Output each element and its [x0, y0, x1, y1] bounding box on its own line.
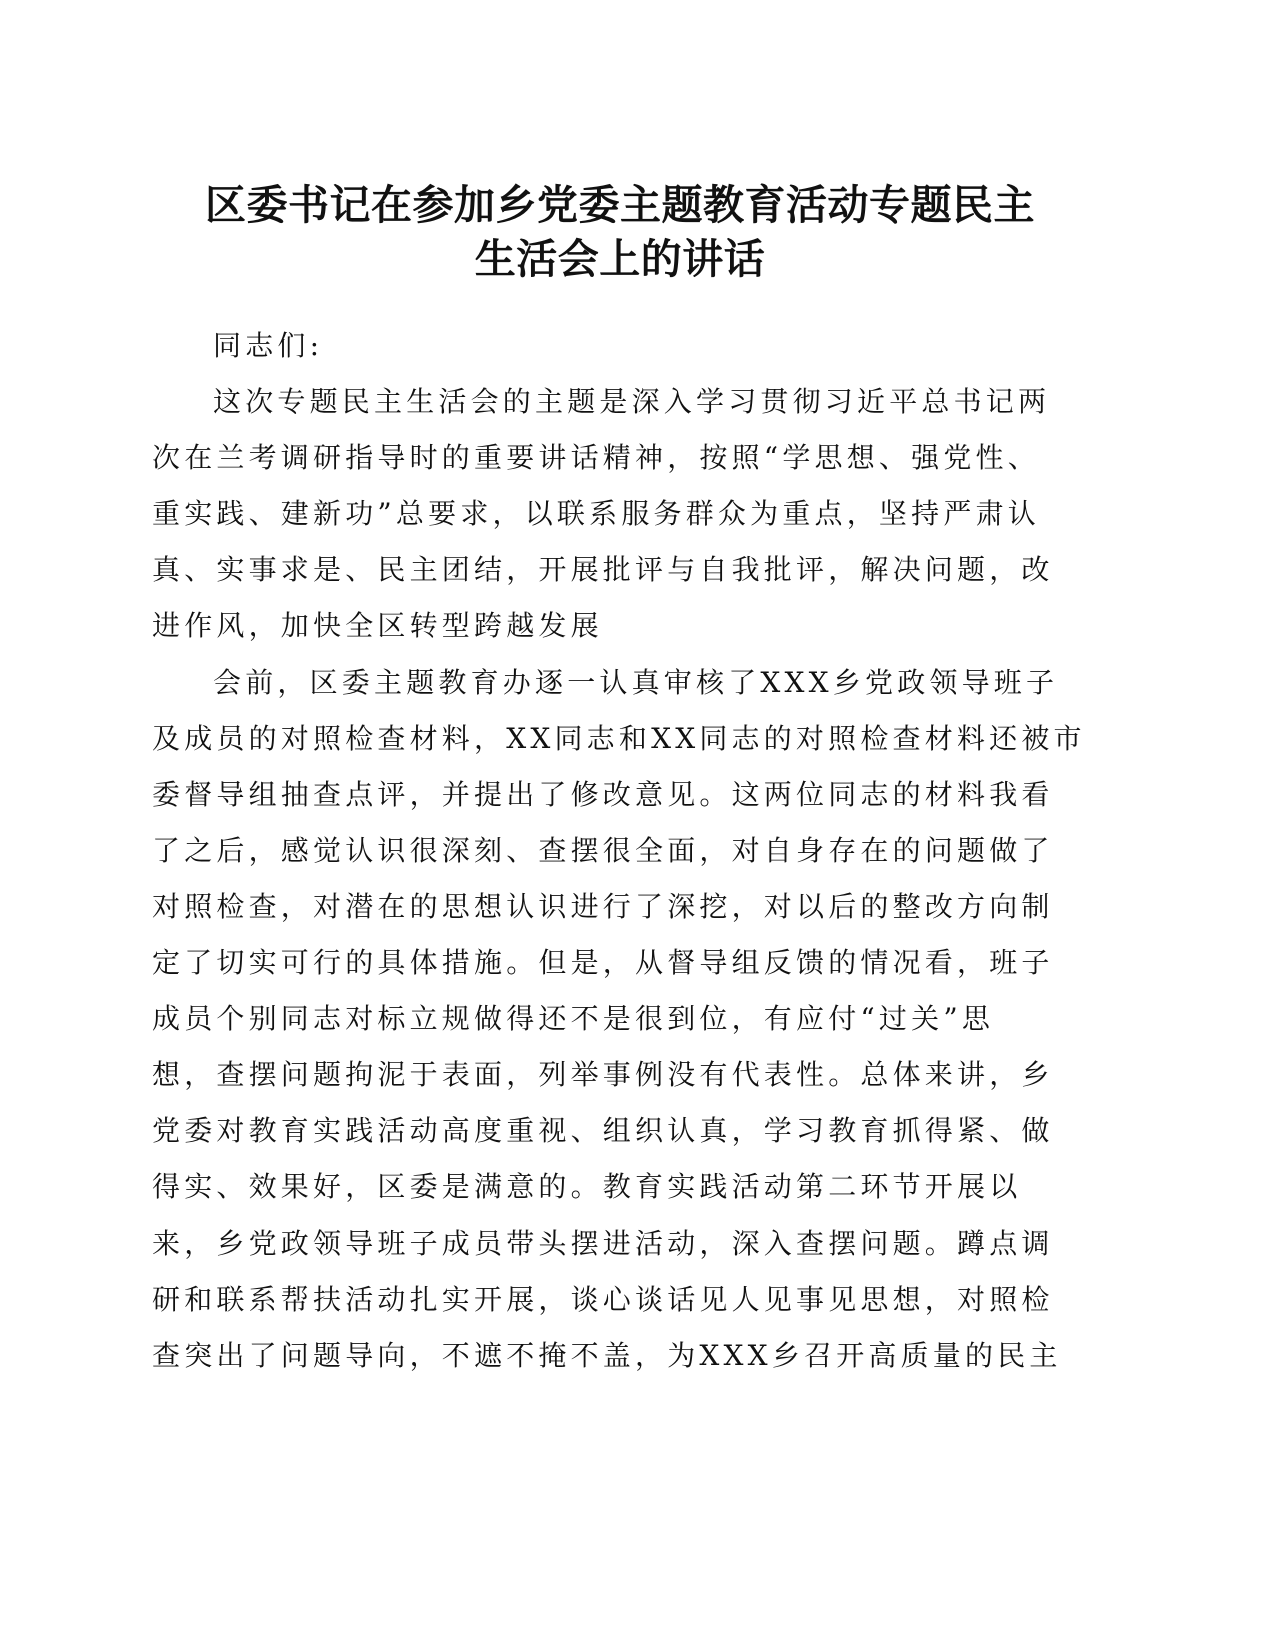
body-line: 定了切实可行的具体措施。但是，从督导组反馈的情况看，班子	[152, 946, 1054, 980]
body-line: 次在兰考调研指导时的重要讲话精神，按照“学思想、强党性、	[152, 441, 1040, 475]
title-line-2: 生活会上的讲话	[474, 235, 766, 283]
document-title	[150, 178, 1090, 286]
body-line: 查突出了问题导向，不遮不掩不盖，为XXX乡召开高质量的民主	[152, 1338, 1062, 1372]
document-body	[152, 318, 1102, 1384]
body-line: 得实、效果好，区委是满意的。教育实践活动第二环节开展以	[152, 1170, 1022, 1204]
body-line: 重实践、建新功”总要求，以联系服务群众为重点，坚持严肃认	[152, 497, 1040, 531]
body-line: 真、实事求是、民主团结，开展批评与自我批评，解决问题，改	[152, 553, 1054, 587]
body-line: 了之后，感觉认识很深刻、查摆很全面，对自身存在的问题做了	[152, 833, 1054, 867]
body-line: 来，乡党政领导班子成员带头摆进活动，深入查摆问题。蹲点调	[152, 1226, 1054, 1260]
salutation-line: 同志们:	[213, 329, 324, 362]
body-line: 会前，区委主题教育办逐一认真审核了XXX乡党政领导班子	[213, 665, 1059, 699]
body-line: 想，查摆问题拘泥于表面，列举事例没有代表性。总体来讲，乡	[152, 1058, 1054, 1092]
body-line: 及成员的对照检查材料，XX同志和XX同志的对照检查材料还被市	[152, 721, 1086, 755]
body-line: 进作风，加快全区转型跨越发展	[152, 609, 603, 643]
body-line: 委督导组抽查点评，并提出了修改意见。这两位同志的材料我看	[152, 777, 1054, 811]
body-line: 这次专题民主生活会的主题是深入学习贯彻习近平总书记两	[213, 385, 1051, 419]
body-line: 成员个别同志对标立规做得还不是很到位，有应付“过关”思	[152, 1002, 995, 1036]
body-line: 党委对教育实践活动高度重视、组织认真，学习教育抓得紧、做	[152, 1114, 1054, 1148]
title-line-1: 区委书记在参加乡党委主题教育活动专题民主	[205, 181, 1035, 229]
body-line: 研和联系帮扶活动扎实开展，谈心谈话见人见事见思想，对照检	[152, 1282, 1054, 1316]
body-line: 对照检查，对潜在的思想认识进行了深挖，对以后的整改方向制	[152, 889, 1054, 923]
